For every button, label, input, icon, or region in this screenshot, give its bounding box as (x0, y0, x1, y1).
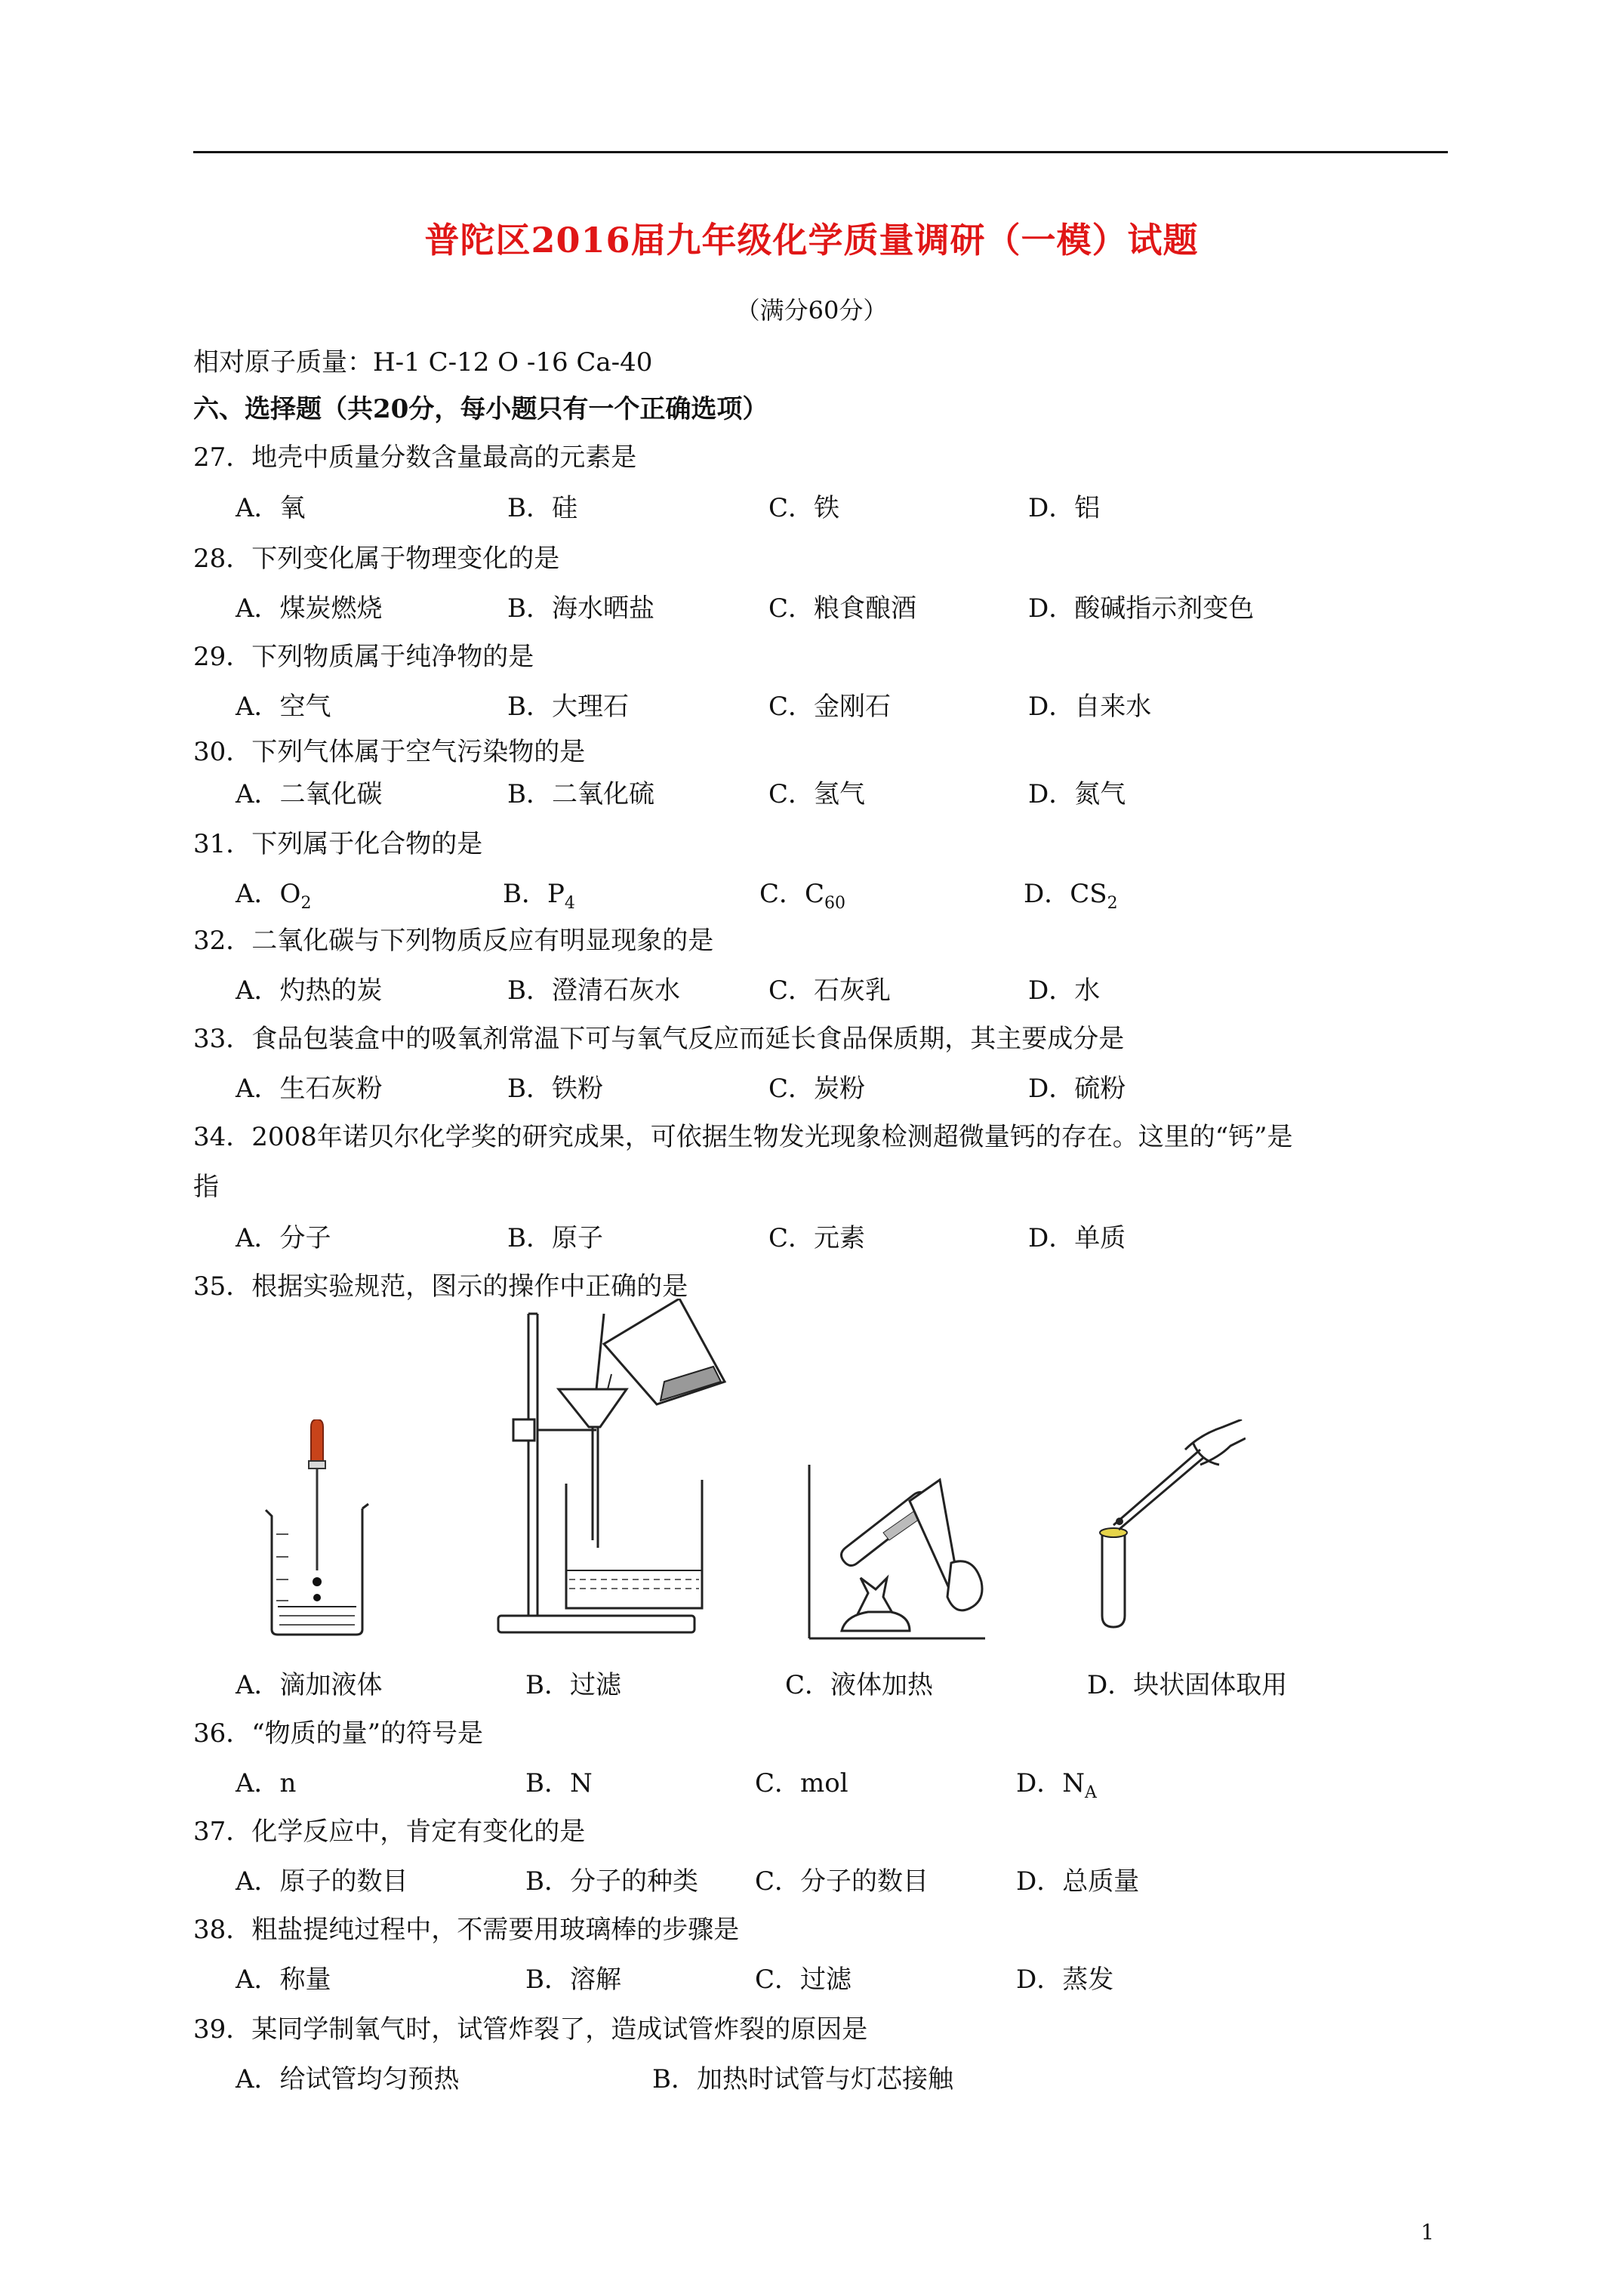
option-a: A．灼热的炭 (236, 975, 383, 1006)
option-a: A．二氧化碳 (236, 779, 383, 809)
atomic-mass-line: 相对原子质量：H-1 C-12 O -16 Ca-40 (193, 347, 653, 378)
question-stem-continued: 指 (193, 1172, 219, 1202)
option-d: D．氮气 (1028, 779, 1126, 809)
option-b: B．硅 (507, 493, 577, 523)
option-c: C．分子的数目 (755, 1866, 929, 1897)
option-b: B．过滤 (525, 1670, 621, 1700)
option-d: D．块状固体取用 (1087, 1670, 1288, 1700)
option-a: A．$O_2$ (236, 879, 312, 913)
filtration-figure (483, 1299, 762, 1646)
option-c: C．炭粉 (768, 1074, 866, 1104)
question-stem: 29．下列物质属于纯净物的是 (193, 642, 534, 672)
option-c: C．$C_{60}$ (759, 879, 846, 913)
question-stem: 39．某同学制氧气时，试管炸裂了，造成试管炸裂的原因是 (193, 2014, 868, 2045)
option-c: C．mol (755, 1768, 848, 1798)
question-stem: 27．地壳中质量分数含量最高的元素是 (193, 442, 637, 473)
question-stem: 34．2008年诺贝尔化学奖的研究成果，可依据生物发光现象检测超微量钙的存在。这里的“钙”是 (193, 1122, 1293, 1152)
question-stem: 31．下列属于化合物的是 (193, 829, 483, 859)
option-b: B．加热时试管与灯芯接触 (652, 2064, 953, 2094)
option-d: D．蒸发 (1016, 1965, 1114, 1995)
exam-title: 普陀区2016届九年级化学质量调研（一模）试题 (424, 220, 1199, 260)
option-b: B．原子 (507, 1223, 603, 1253)
option-b: B．溶解 (525, 1965, 621, 1995)
option-a: A．滴加液体 (236, 1670, 383, 1700)
option-c: C．石灰乳 (768, 975, 892, 1006)
option-b: B．海水晒盐 (507, 593, 654, 624)
question-stem: 38．粗盐提纯过程中，不需要用玻璃棒的步骤是 (193, 1915, 740, 1945)
option-d: D．硫粉 (1028, 1074, 1126, 1104)
option-b: B．大理石 (507, 692, 629, 722)
option-c: C．氢气 (768, 779, 866, 809)
heating-liquid-figure (800, 1450, 996, 1646)
option-c: C．粮食酿酒 (768, 593, 917, 624)
option-b: B．分子的种类 (525, 1866, 698, 1897)
option-b: B．二氧化硫 (507, 779, 654, 809)
question-stem: 33．食品包装盒中的吸氧剂常温下可与氧气反应而延长食品保质期，其主要成分是 (193, 1024, 1125, 1054)
option-b: B．N (525, 1768, 593, 1798)
option-a: A．氧 (236, 493, 306, 523)
option-a: A．给试管均匀预热 (236, 2064, 460, 2094)
option-d: D．水 (1028, 975, 1101, 1006)
page-number: 1 (1421, 2220, 1434, 2245)
option-a: A．生石灰粉 (236, 1074, 383, 1104)
option-d: D．$N_A$ (1016, 1768, 1097, 1802)
dropper-beaker-figure (257, 1419, 377, 1638)
option-b: B．铁粉 (507, 1074, 603, 1104)
option-c: C．金刚石 (768, 692, 892, 722)
option-b: B．澄清石灰水 (507, 975, 680, 1006)
question-stem: 32．二氧化碳与下列物质反应有明显现象的是 (193, 926, 714, 956)
option-d: D．$CS_2$ (1024, 879, 1118, 913)
option-a: A．煤炭燃烧 (236, 593, 383, 624)
section-heading: 六、选择题（共20分，每小题只有一个正确选项） (193, 394, 768, 424)
question-stem: 36．“物质的量”的符号是 (193, 1718, 484, 1749)
option-d: D．酸碱指示剂变色 (1028, 593, 1255, 624)
question-stem: 30．下列气体属于空气污染物的是 (193, 737, 586, 767)
option-c: C．铁 (768, 493, 840, 523)
option-a: A．分子 (236, 1223, 331, 1253)
option-a: A．n (236, 1768, 297, 1798)
option-a: A．称量 (236, 1965, 331, 1995)
option-c: C．元素 (768, 1223, 866, 1253)
option-d: D．单质 (1028, 1223, 1126, 1253)
option-d: D．总质量 (1016, 1866, 1140, 1897)
full-score: （满分60分） (735, 296, 888, 325)
option-c: C．过滤 (755, 1965, 852, 1995)
option-a: A．空气 (236, 692, 331, 722)
option-a: A．原子的数目 (236, 1866, 408, 1897)
option-b: B．$P_4$ (503, 879, 575, 913)
option-c: C．液体加热 (785, 1670, 934, 1700)
question-stem: 28．下列变化属于物理变化的是 (193, 544, 560, 574)
solid-test-tube-figure (1072, 1419, 1246, 1631)
option-d: D．铝 (1028, 493, 1101, 523)
option-d: D．自来水 (1028, 692, 1152, 722)
header-rule (193, 151, 1448, 153)
question-stem: 37．化学反应中，肯定有变化的是 (193, 1817, 586, 1847)
question-stem: 35．根据实验规范，图示的操作中正确的是 (193, 1271, 688, 1302)
